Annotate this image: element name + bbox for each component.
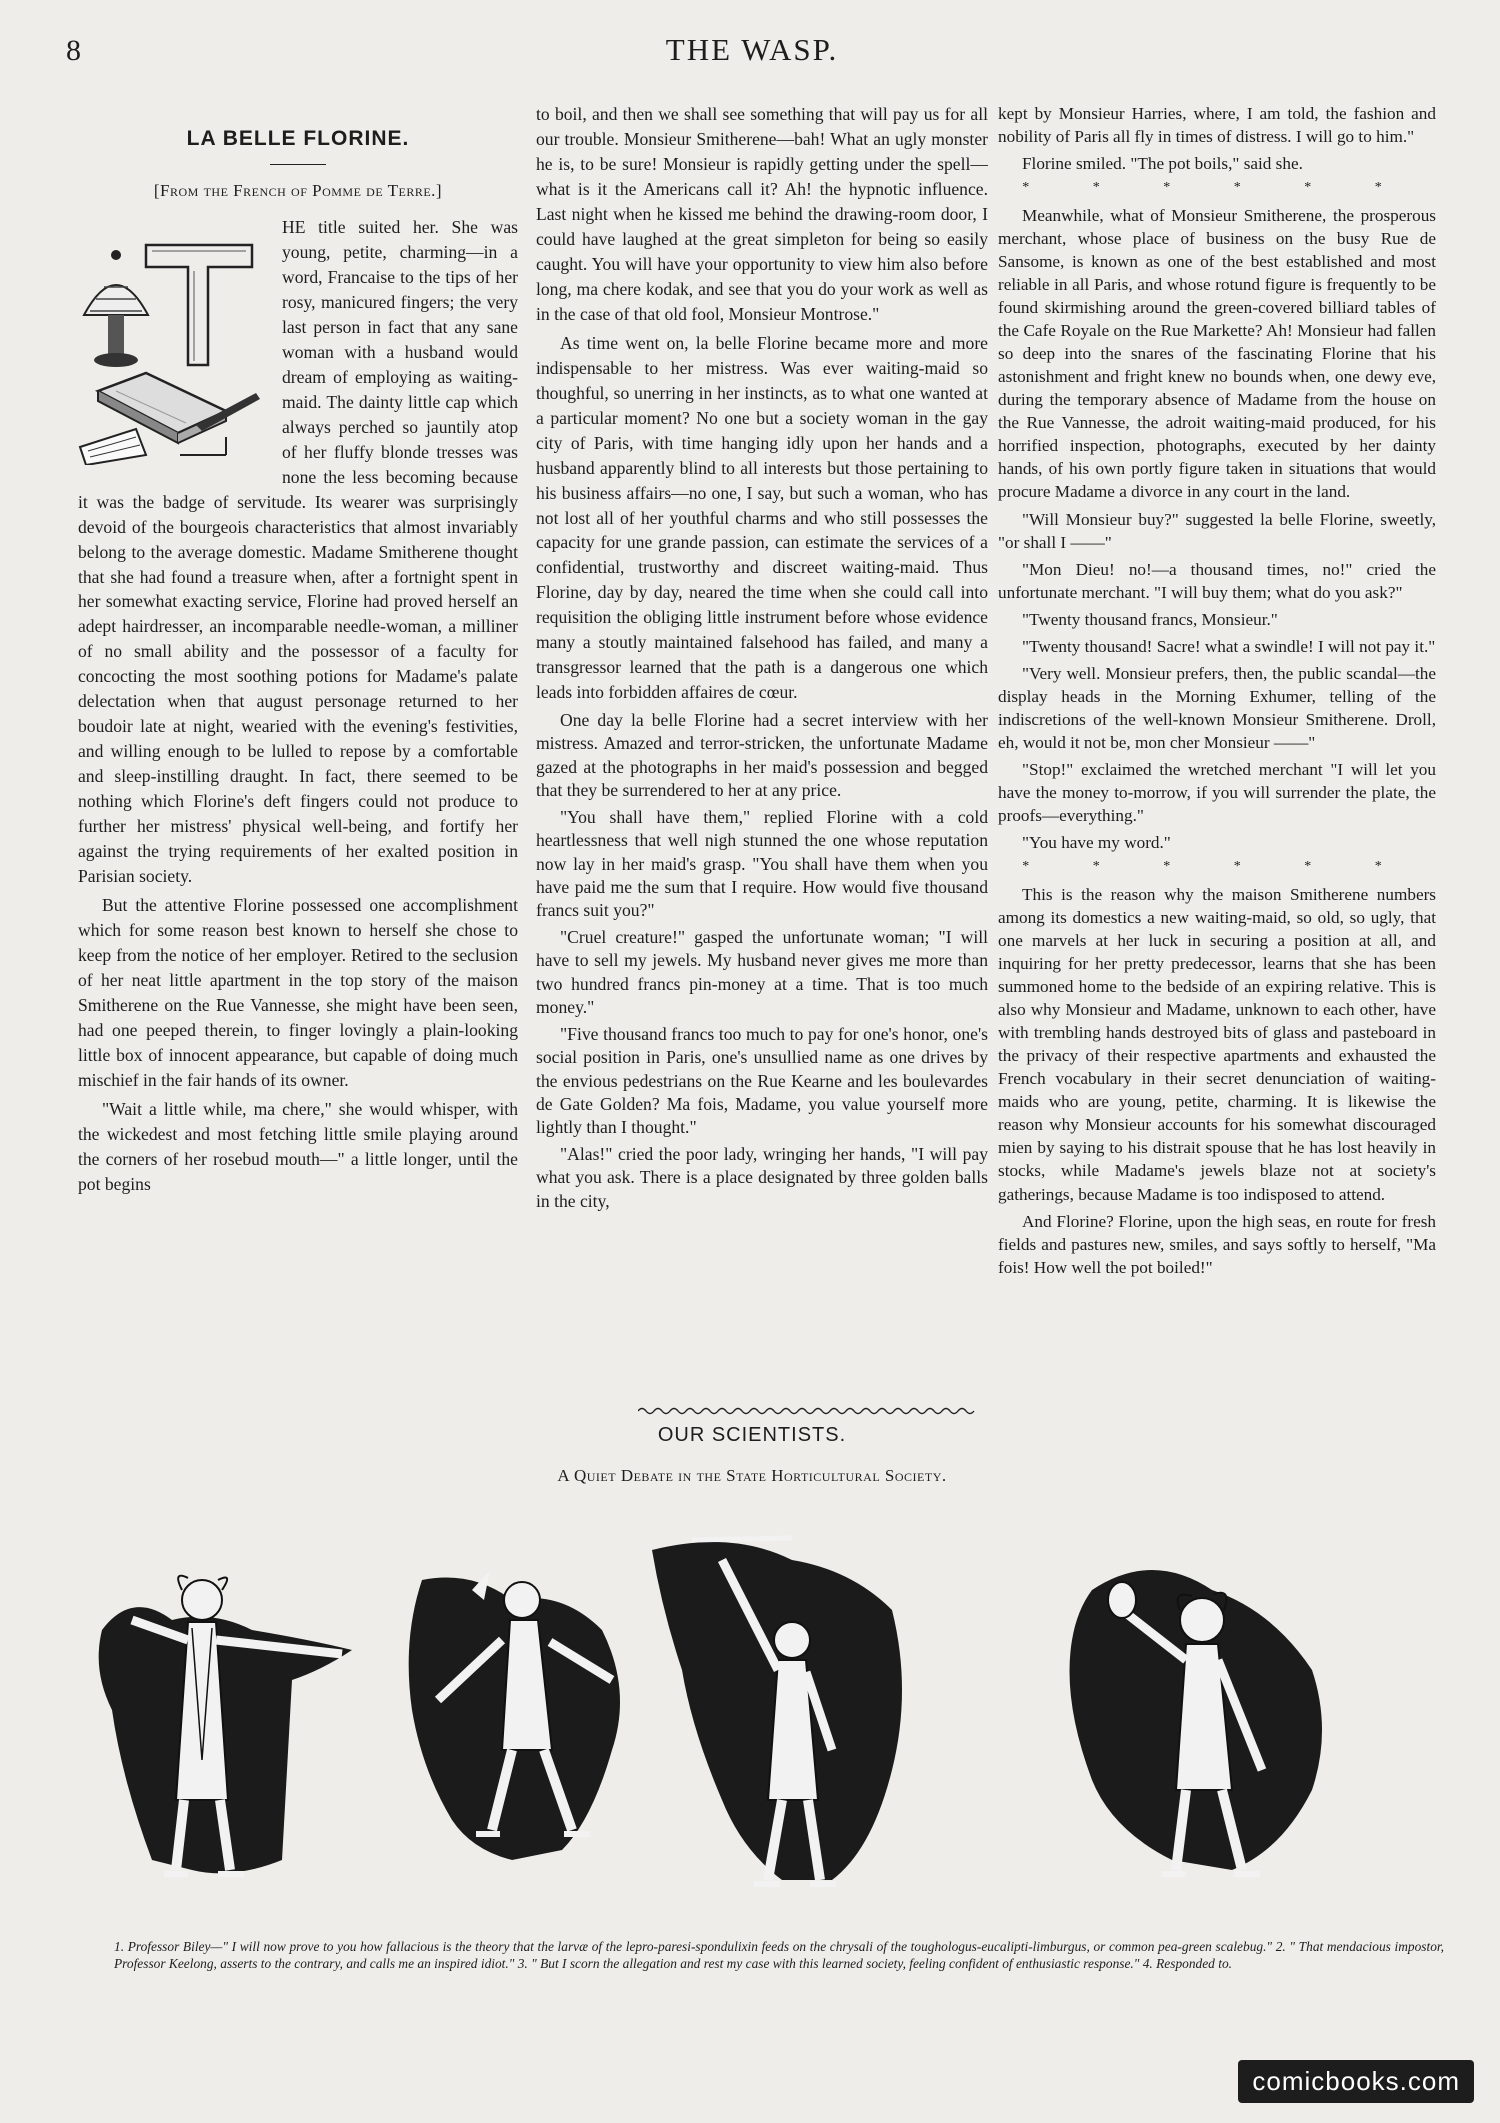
story-paragraph: "Twenty thousand! Sacre! what a swindle! I will not pay it." <box>1022 636 1436 656</box>
story-paragraph: As time went on, la belle Florine became more and more indispensable to her mistress. Was ever waiting-maid so thoughful, so unerring in her instincts, as to what one wanted at a particular moment? No one but a society woman in the gay city of Paris, with time hanging idly upon her hands and a husband apparently blind to all interests but those pertaining to his business affairs—no one, I say, but such a woman, who has not lost all of her youthful charms and who still possesses the capacity for une grande passion, can estimate the services of a confidential, trustworthy and discreet waiting-maid. Thus Florine, day by day, neared the time when she could call into requisition the obliging little instrument before whose evidence many a stoutly maintained falsehood has failed, and many a transgressor learned that the path is a dangerous one which leads into forbidden affaires de cœur. <box>536 332 988 703</box>
story-paragraph: "Will Monsieur buy?" suggested la belle Florine, sweetly, "or shall I ——" <box>998 509 1436 552</box>
story-paragraph: "Very well. Monsieur prefers, then, the public scandal—the display heads in the Morning Exhumer, telling of the indiscretions of the well-known Monsieur Smitherene. Droll, eh, would it not be, mon cher Monsieur ——" <box>998 663 1436 752</box>
story-paragraph: "Stop!" exclaimed the wretched merchant "I will let you have the money to-morrow, if you will surrender the plate, the proofs—everything." <box>998 759 1436 826</box>
cartoon-panel-2 <box>409 1570 620 1860</box>
story-paragraph: And Florine? Florine, upon the high seas, en route for fresh fields and pastures new, smiles, and says softly to herself, "Ma fois! How well the pot boiled!" <box>998 1211 1436 1277</box>
story-paragraph: "Cruel creature!" gasped the unfortunate woman; "I will have to sell my jewels. My husband never gives me more than two hundred francs pin-money at a time. That is too much money." <box>536 927 988 1017</box>
cartoon-panel-3 <box>652 1538 902 1884</box>
story-paragraph: Meanwhile, what of Monsieur Smitherene, the prosperous merchant, whose place of business on the busy Rue de Sansome, is known as one of the best established and most reliable in all Paris, and whose rotund figure is frequently to be found skirmishing around the green-covered billiard tables of the Cafe Royale on the Rue Markette? Ah! Monsieur had fallen so deep into the snares of the fascinating Florine that his astonishment and fright knew no bounds when, one dewy eve, during the temporary absence of Madame from the house on the Rue Vannesse, the adroit waiting-maid produced, for his horrified inspection, photographs, executed by her dainty hands, of his own portly figure taken in situations that would procure Madame a divorce in any court in the land. <box>998 205 1436 502</box>
story-paragraph: "You shall have them," replied Florine with a cold heartlessness that well nigh stunned the one whose reputation now lay in her maid's grasp. "You shall have them when you have paid me the sum that I require. How would five thousand francs suit you?" <box>536 807 988 920</box>
story-paragraph: "Five thousand francs too much to pay for one's honor, one's social position in Paris, one's unsullied name as one drives by the envious pedestrians on the Rue Kearne and les boulevardes de Gate Golden? Ma fois, Madame, you value yourself more lightly than I thought." <box>536 1024 988 1137</box>
story-paragraph: This is the reason why the maison Smitherene numbers among its domestics a new waiting-maid, so old, so ugly, that one marvels at her luck in securing a position at all, and inquiring for her pretty predecessor, learns that she has been summoned home to the bedside of an expiring relative. This is also why Monsieur and Madame, unknown to each other, have with trembling hands destroyed bits of glass and pasteboard in the privacy of their respective apartments and exhausted the French vocabulary in their secret denunciation of waiting-maids who are young, petite, charming. It is likewise the reason why Monsieur accounts for his somewhat discouraged mien by saying to his distrait spouse that he has lost heavily in stocks, while Madame's jewels blaze not at society's gatherings, because Madame is too indisposed to attend. <box>998 884 1436 1204</box>
feature-subtitle: A Quiet Debate in the State Horticultural Society. <box>557 1466 947 1485</box>
lamp-and-book-illustration <box>76 215 272 465</box>
cartoon-panel-1 <box>99 1576 352 1874</box>
story-paragraph: "Alas!" cried the poor lady, wringing her hands, "I will pay what you ask. There is a place designated by three golden balls in the city, <box>536 1144 988 1211</box>
story-paragraph: "Wait a little while, ma chere," she would whisper, with the wickedest and most fetching little smile playing around the corners of her rosebud mouth—" a little longer, until the pot begins <box>78 1098 518 1194</box>
story-column-1 <box>78 102 518 1201</box>
newspaper-page <box>62 20 1442 2110</box>
section-break-stars: * * * * * * <box>1022 859 1412 875</box>
story-paragraph: to boil, and then we shall see something that will pay us for all our trouble. Monsieur Smitherene—bah! What an ugly monster he is, to be sure! Monsieur is rapidly getting under the spell—what is it the Americans call it? Ah! the hypnotic influence. Last night when he kissed me behind the drawing-room door, I could have laughed at the great simpleton for being so easily caught. You will have your opportunity to view him also before long, ma chere kodak, and see that you do your work as well as in the case of that old fool, Monsieur Montrose." <box>536 104 988 324</box>
story-column-3 <box>998 102 1436 1283</box>
feature-title: OUR SCIENTISTS. <box>657 1424 847 1446</box>
title-rule <box>270 164 326 165</box>
wavy-divider <box>638 1406 976 1416</box>
story-title: LA BELLE FLORINE. <box>186 127 410 150</box>
story-paragraph: "You have my word." <box>1022 833 1171 853</box>
site-watermark: comicbooks.com <box>1238 2060 1474 2103</box>
story-paragraph: "Twenty thousand francs, Monsieur." <box>1022 609 1278 629</box>
section-break-stars: * * * * * * <box>1022 180 1412 196</box>
story-paragraph: But the attentive Florine possessed one accomplishment which for some reason best known to herself she chose to keep from the notice of her employer. Retired to the seclusion of her neat little apartment in the top story of the maison Smitherene on the Rue Vannesse, she might have been seen, had one peeped therein, to finger lovingly a plain-looking little box of innocent appearance, but capable of doing much mischief in the fair hands of its owner. <box>78 895 518 1090</box>
cartoon-panel-4 <box>1070 1570 1323 1874</box>
masthead: THE WASP. <box>665 32 839 67</box>
page-number: 8 <box>66 34 81 67</box>
story-paragraph: One day la belle Florine had a secret interview with her mistress. Amazed and terror-stricken, the unfortunate Madame gazed at the photographs in her maid's possession and begged that they be surrendered to her at any price. <box>536 710 988 800</box>
story-paragraph: kept by Monsieur Harries, where, I am told, the fashion and nobility of Paris all fly in times of distress. I will go to him." <box>998 104 1436 147</box>
story-column-2 <box>536 102 988 1217</box>
story-paragraph: "Mon Dieu! no!—a thousand times, no!" cried the unfortunate merchant. "I will buy them; what do you ask?" <box>998 559 1436 602</box>
story-paragraph: Florine smiled. "The pot boils," said she. <box>1022 154 1303 174</box>
story-source: [From the French of Pomme de Terre.] <box>153 180 443 200</box>
cartoon-caption: 1. Professor Biley—" I will now prove to you how fallacious is the theory that the larvæ of the lepro-paresi-spondulixin feeds on the chrysali of the toughologus-eucalipti-limburgus, or common pea-green scalebug." 2. " That mendacious impostor, Professor Keelong, asserts to the contrary, and calls me an inspired idiot." 3. " But I scorn the allegation and rest my case with this learned society, feeling confident of enthusiastic response." 4. Responded to. <box>114 1939 1444 1972</box>
story-paragraph: HE title suited her. She was young, petite, charming—in a word, Francaise to the tips of her rosy, manicured fingers; the very last person in fact that any sane woman with a husband would dream of employing as waiting-maid. The dainty little cap which always perched so jauntily atop of her fluffy blonde tresses was none the less becoming because it was the badge of servitude. Its wearer was surprisingly devoid of the bourgeois characteristics that almost invariably belong to the average domestic. Madame Smitherene thought that she had found a treasure when, after a fortnight spent in her somewhat exacting service, Florine had proved herself an adept hairdresser, an incomparable needle-woman, a milliner of no small ability and the possessor of a faculty for concocting the most soothing potions for Madame's palate delectation when that august personage returned to her boudoir late at night, wearied with the evening's festivities, and willing enough to be lulled to repose by a comfortable and sleep-instilling draught. In fact, there seemed to be nothing which Florine's deft fingers could not produce to further her mistress' physical well-being, and fortify her against the trying requirements of her exalted position in Parisian society. <box>78 216 518 887</box>
scientists-cartoon-strip <box>92 1530 1412 1910</box>
